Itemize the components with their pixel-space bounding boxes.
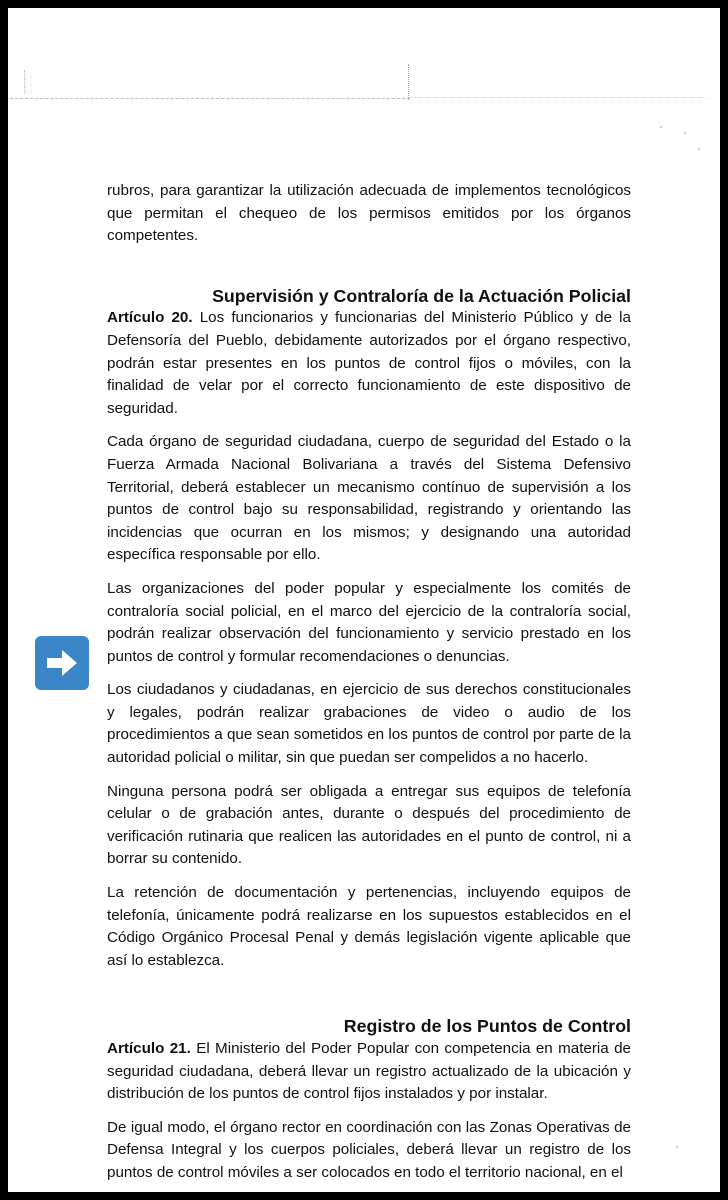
paragraph-highlighted: Los ciudadanos y ciudadanas, en ejercicio de sus derechos constitucionales y legales, podrán realizar grabaciones de video o audio de los procedimientos a que sean sometidos en los puntos de control por parte de la autoridad policial o militar, sin que puedan ser compelidos a no hacerlo. <box>107 681 631 767</box>
article-text: Los funcionarios y funcionarias del Ministerio Público y de la Defensoría del Pueblo, debidamente autorizados por el órgano respectivo, podrán estar presentes en los puntos de control fijos o móviles, con la finalidad de velar por el correcto funcionamiento de este dispositivo de seguridad. <box>107 309 631 417</box>
document-page <box>8 8 720 1192</box>
article-number: Artículo 20. <box>107 309 193 327</box>
paragraph: La retención de documentación y pertenencias, incluyendo equipos de telefonía, únicamente podrá realizarse en los supuestos establecidos en el Código Orgánico Procesal Penal y demás legislación vigente aplicable que así lo establezca. <box>107 884 631 969</box>
scan-artifact-line <box>10 98 410 99</box>
scan-speck <box>684 132 686 134</box>
scan-speck <box>698 148 700 150</box>
paragraph: De igual modo, el órgano rector en coordinación con las Zonas Operativas de Defensa Integral y los cuerpos policiales, deberá llevar un registro de los puntos de control móviles a ser colocados en todo el territorio nacional, en el <box>107 1118 631 1181</box>
scan-speck <box>676 1146 678 1148</box>
paragraph: Las organizaciones del poder popular y especialmente los comités de contraloría social policial, en el marco del ejercicio de la contraloría social, podrán realizar observación del funcionamiento y servicio prestado en los puntos de control y formular recomendaciones o denuncias. <box>107 579 631 665</box>
section-heading-registro: Registro de los Puntos de Control <box>343 1016 631 1037</box>
scan-speck <box>660 126 662 128</box>
paragraph: Cada órgano de seguridad ciudadana, cuerpo de seguridad del Estado o la Fuerza Armada Nacional Bolivariana a través del Sistema Defensivo Territorial, deberá establecer un mecanismo contínuo de supervisión a los puntos de control bajo su responsabilidad, registrando y orientando las incidencias que ocurran en los mismos; y designando una autoridad específica responsable por ello. <box>107 433 631 564</box>
paragraph: rubros, para garantizar la utilización adecuada de implementos tecnológicos que permitan el chequeo de los permisos emitidos por los órganos competentes. <box>107 182 631 245</box>
scan-artifact-tick <box>408 64 409 100</box>
section-heading-supervision: Supervisión y Contraloría de la Actuación Policial <box>212 285 631 306</box>
scan-artifact-line <box>408 97 708 98</box>
article-text: El Ministerio del Poder Popular con competencia en materia de seguridad ciudadana, deberá llevar un registro actualizado de la ubicación y distribución de los puntos de control fijos instalados y por instalar. <box>107 1040 631 1103</box>
article-21 <box>107 1038 631 1106</box>
paragraph: Ninguna persona podrá ser obligada a entregar sus equipos de telefonía celular o de grabación antes, durante o después del procedimiento de verificación rutinaria que realicen las autoridades en el punto de control, ni a borrar su contenido. <box>107 782 631 868</box>
right-arrow-icon <box>35 636 89 690</box>
scan-artifact-tick <box>24 70 25 94</box>
article-number: Artículo 21. <box>107 1040 191 1057</box>
document-body <box>107 180 631 1192</box>
article-20 <box>107 307 631 420</box>
